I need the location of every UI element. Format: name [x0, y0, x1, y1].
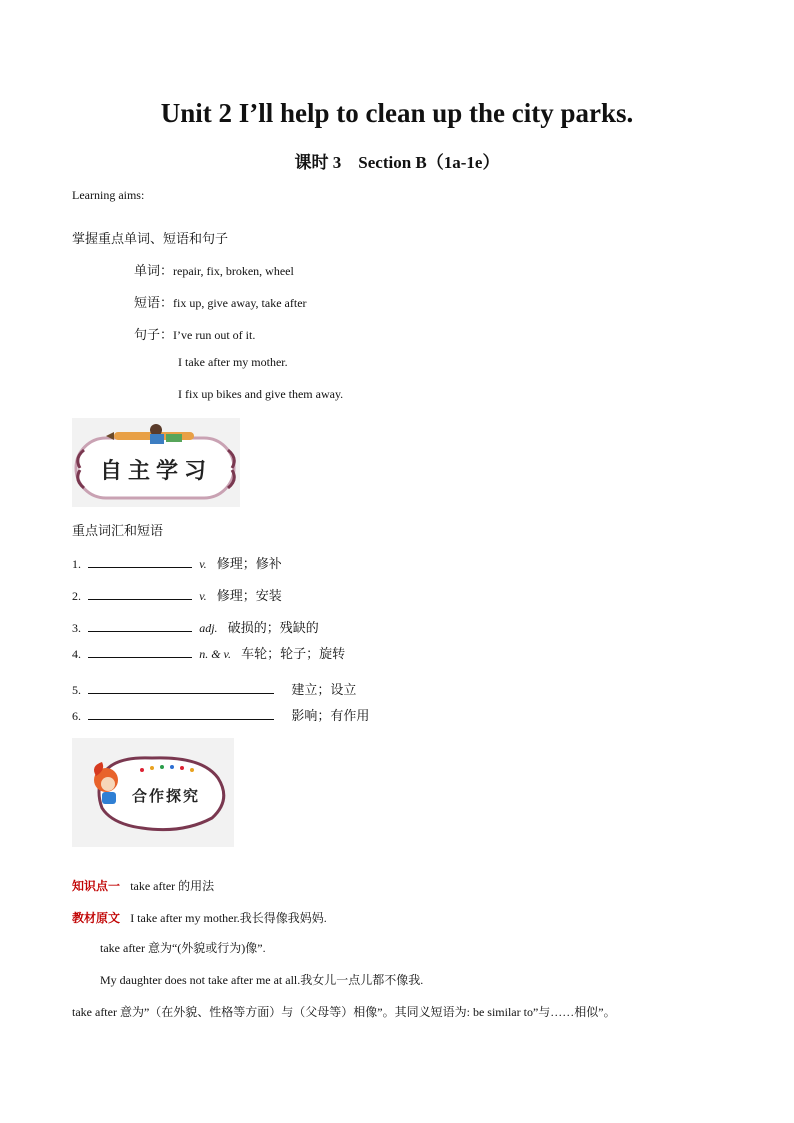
- textbook-source-text: I take after my mother.我长得像我妈妈.: [130, 911, 327, 925]
- sentences-label: 句子：: [134, 328, 174, 343]
- answer-blank[interactable]: [88, 619, 192, 632]
- phrases-row: [134, 292, 307, 311]
- answer-blank[interactable]: [88, 587, 192, 600]
- self-study-badge: [72, 418, 240, 507]
- phrases-label: 短语：: [134, 296, 174, 311]
- vocab-item: 3. adj. 破损的；残缺的: [72, 621, 319, 636]
- vocab-item: 6. 影响；有作用: [72, 709, 370, 724]
- vocab-item: 1. v. 修理；修补: [72, 557, 282, 572]
- knowledge-point-text: take after 的用法: [130, 879, 215, 893]
- sentence-3: I fix up bikes and give them away.: [178, 387, 344, 401]
- vocab-item: 2. v. 修理；安装: [72, 589, 282, 604]
- answer-blank[interactable]: [88, 555, 192, 568]
- page-subtitle: 课时 3 Section B（1a-1e）: [294, 153, 500, 172]
- vocab-item: 4. n. & v. 车轮；轮子；旋转: [72, 647, 346, 662]
- cooperation-badge: [72, 738, 234, 847]
- answer-blank[interactable]: [88, 707, 274, 720]
- answer-blank[interactable]: [88, 645, 192, 658]
- words-text: repair, fix, broken, wheel: [173, 264, 294, 278]
- sentences-row: [134, 324, 255, 343]
- sentence-1: I’ve run out of it.: [173, 328, 256, 342]
- words-label: 单词：: [134, 264, 174, 279]
- knowledge-point-label: 知识点一: [72, 879, 121, 893]
- self-study-badge-text: 自主学习: [99, 459, 212, 484]
- vocab-item: 5. 建立；设立: [72, 683, 357, 698]
- words-row: [134, 260, 294, 279]
- aims-heading: 掌握重点单词、短语和句子: [72, 232, 229, 247]
- cooperation-badge-text: 合作探究: [131, 787, 200, 805]
- answer-blank[interactable]: [88, 681, 274, 694]
- explanation-line-3: take after 意为”（在外貌、性格等方面）与（父母等）相像”。其同义短语为: be similar to”与……相似”。: [72, 1005, 616, 1019]
- vocab-heading: 重点词汇和短语: [72, 524, 164, 539]
- knowledge-point-row: [72, 875, 214, 894]
- textbook-source-row: [72, 907, 327, 926]
- page-title: Unit 2 I’ll help to clean up the city parks.: [160, 98, 634, 128]
- sentence-2: I take after my mother.: [178, 355, 288, 369]
- explanation-line-2: My daughter does not take after me at all.我女儿一点儿都不像我.: [100, 973, 424, 987]
- explanation-line-1: take after 意为“(外貌或行为)像”.: [100, 941, 266, 955]
- textbook-source-label: 教材原文: [72, 911, 121, 925]
- learning-aims-label: Learning aims:: [72, 188, 145, 202]
- phrases-text: fix up, give away, take after: [173, 296, 307, 310]
